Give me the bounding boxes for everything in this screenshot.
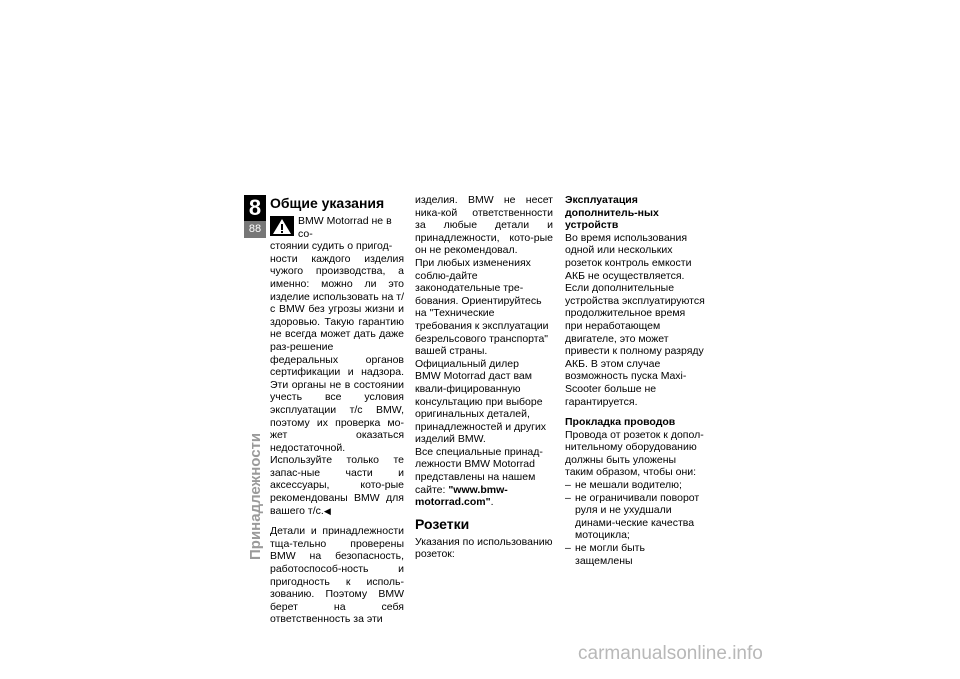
- column-3: [565, 194, 705, 567]
- website-period: .: [490, 496, 494, 509]
- list-item: [565, 479, 705, 492]
- warning-line-1: BMW Motorrad не в со-: [298, 215, 392, 240]
- warning-block: [270, 215, 404, 517]
- dash-marker: –: [565, 479, 571, 492]
- column-1: [270, 194, 404, 626]
- list-item-text: не ограничивали поворот руля и не ухудшали динами-ческие качества мотоцикла;: [575, 491, 700, 542]
- page-number: 88: [248, 223, 262, 235]
- paragraph-battery-control: Во время использования одной или нескольких розеток контроль емкости АКБ не осуществляется.: [565, 231, 692, 282]
- warning-triangle-icon: [270, 216, 294, 236]
- list-item-text: не мешали водителю;: [575, 479, 682, 492]
- dash-marker: –: [565, 542, 571, 555]
- paragraph-cables: Провода от розеток к допол-нительному оборудованию должны быть уложены таким образом, чтобы они:: [565, 428, 704, 479]
- chapter-side-title: [246, 400, 266, 560]
- paragraph-responsibility: изделия. BMW не несет ника-кой ответственности за любые детали и принадлежности, кото-рые он не рекомендовал.: [415, 194, 553, 257]
- watermark-text: carmanualsonline.info: [578, 643, 763, 664]
- website-intro: Все специальные принад-лежности BMW Motorrad представлены на нашем сайте:: [415, 445, 543, 496]
- paragraph-battery-drain: Если дополнительные устройства эксплуатируются продолжительное время при неработающем двигателе, это может привести к полному разряду АКБ. В этом случае возможность пуска Maxi-Scooter больше не гарантируется.: [565, 282, 705, 408]
- website-link[interactable]: "www.bmw-motorrad.com": [415, 483, 508, 509]
- paragraph-tested: Детали и принадлежности тща-тельно проверены BMW на безопасность, работоспособ-ность и пригодность к исполь-зованию. Поэтому BMW берет на себя ответственность за эти: [270, 525, 404, 626]
- dealer-title: Официальный дилер: [415, 357, 519, 370]
- list-item-text: не могли быть защемлены: [575, 542, 645, 567]
- end-mark-icon: ◀: [323, 505, 331, 516]
- list-item: [565, 542, 705, 567]
- chapter-number: 8: [244, 195, 266, 221]
- chapter-marker: [244, 195, 266, 238]
- warning-text: ности каждого изделия чужого производства, а именно: можно ли это изделие использовать на т/с BMW без угрозы жизни и здоровью. Такую гарантию не всегда может дать даже раз-решение федеральных органов сертификации и надзора. Эти органы не в состоянии учесть все условия эксплуатации т/с BMW, поэтому их проверка мо-жет оказаться недостаточной. Используйте только те запас-ные части и аксессуары, кото-рые рекомендованы BMW для вашего т/с.: [270, 252, 404, 517]
- warning-line-2: стоянии судить о пригод-: [270, 240, 393, 253]
- heading-extra-devices: Эксплуатация дополнитель-ных устройств: [565, 194, 659, 232]
- chapter-title-text: Принадлежности: [247, 432, 264, 560]
- heading-sockets: Розетки: [415, 515, 470, 532]
- paragraph-sockets: Указания по использованию розеток:: [415, 535, 553, 561]
- heading-cable-routing: Прокладка проводов: [565, 416, 676, 429]
- paragraph-legal: При любых изменениях соблю-дайте законодательные тре-бования. Ориентируйтесь на "Технические требования к эксплуатации безрельсового транспорта" вашей страны.: [415, 256, 549, 358]
- heading-general-notes: Общие указания: [270, 195, 385, 211]
- paragraph-dealer: BMW Motorrad даст вам квали-фицированную консультацию при выборе оригинальных деталей, принадлежностей и других изделий BMW.: [415, 370, 547, 446]
- paragraph-website: [415, 446, 553, 509]
- column-2: [415, 194, 553, 561]
- dash-marker: –: [565, 491, 571, 504]
- list-item: [565, 492, 705, 542]
